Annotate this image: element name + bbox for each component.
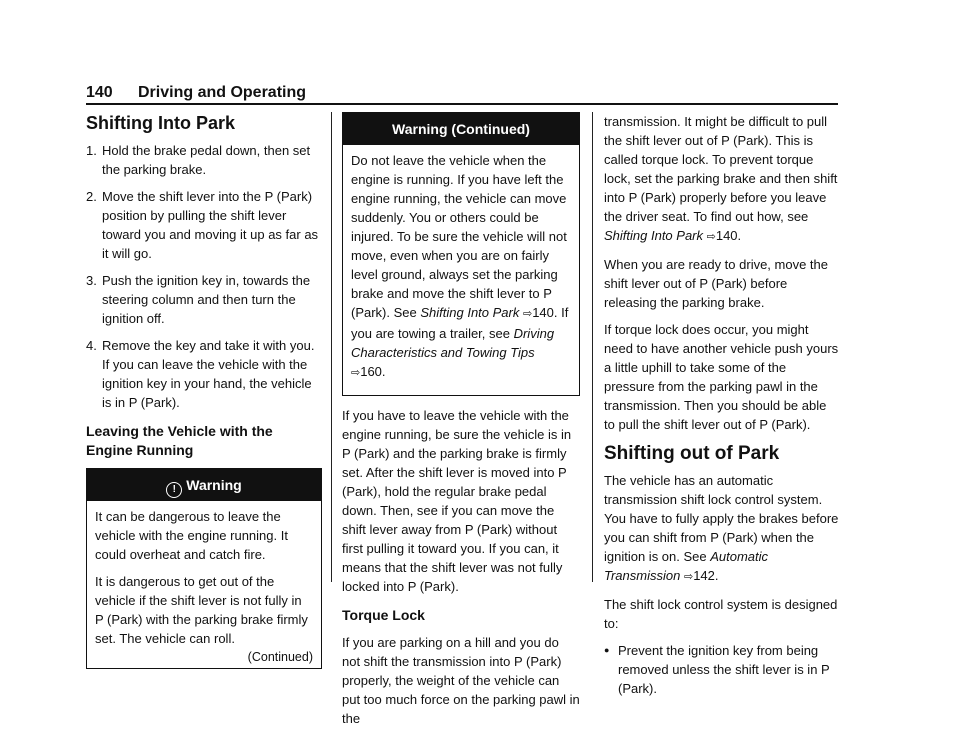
page-number: 140	[86, 84, 113, 101]
paragraph: When you are ready to drive, move the shift lever out of P (Park) before releasing the parking brake.	[604, 257, 829, 310]
warning-box	[86, 468, 322, 669]
xref-link[interactable]: Automatic Transmission	[604, 549, 769, 583]
step-item: 4. Remove the key and take it with you. If you can leave the vehicle with the ignition key in your hand, the vehicle is in P (Park).	[86, 338, 315, 410]
section-heading-shifting-into-park: Shifting Into Park	[86, 113, 236, 133]
section-title: Driving and Operating	[138, 84, 307, 101]
column-divider-1	[331, 112, 332, 582]
column-divider-2	[592, 112, 593, 582]
header-rule	[86, 103, 838, 105]
ref-arrow-icon: ⇨	[351, 367, 361, 379]
paragraph: If you have to leave the vehicle with the engine running, be sure the vehicle is in P (Park) and the parking brake is firmly set. After the shift lever is moved into P (Park), hold the regular brake pedal down. Then, see if you can move the shift lever away from P (Park) without first pulling it toward you. If you can, it means that the shift lever was not fully locked into P (Park).	[342, 408, 572, 594]
page-header	[86, 84, 838, 104]
paragraph: The shift lock control system is designed to:	[604, 597, 838, 631]
xref-link[interactable]: Shifting Into Park	[604, 228, 703, 243]
step-item: 1. Hold the brake pedal down, then set the parking brake.	[86, 143, 311, 177]
warning-body: It can be dangerous to leave the vehicle with the engine running. It could overheat and catch fire. It is dangerous to get out of the vehicle if the shift lever is not fully in P (Park) with the parking brake firmly set. The vehicle can roll. (Continued)	[95, 509, 313, 664]
paragraph: The vehicle has an automatic transmission shift lock control system. You have to fully apply the brakes before you can shift from P (Park) when the ignition is on. See Automatic Transmission ⇨142.	[604, 473, 839, 583]
section-heading-shifting-out-of-park: Shifting out of Park	[604, 443, 780, 464]
continued-label: (Continued)	[247, 650, 313, 664]
left-column	[86, 112, 322, 669]
paragraph: If you are parking on a hill and you do not shift the transmission into P (Park) properly, the weight of the vehicle can put too much force on the parking pawl in the	[342, 635, 580, 726]
ref-arrow-icon: ⇨	[522, 308, 533, 320]
bullet-list	[604, 641, 840, 698]
subheading-leaving-vehicle: Leaving the Vehicle with the Engine Running	[86, 423, 273, 458]
step-item: 2. Move the shift lever into the P (Park) position by pulling the shift lever toward you and moving it up as far as it will go.	[86, 189, 319, 261]
warning-continued-box	[342, 112, 580, 396]
ref-arrow-icon: ⇨	[683, 571, 694, 583]
middle-column	[342, 112, 580, 736]
list-item: ● Prevent the ignition key from being removed unless the shift lever is in P (Park).	[604, 641, 840, 698]
step-item: 3. Push the ignition key in, towards the steering column and then turn the ignition off.	[86, 273, 311, 326]
steps-list	[86, 141, 322, 412]
paragraph: transmission. It might be difficult to pull the shift lever out of P (Park). This is called torque lock. To prevent torque lock, set the parking brake and then shift into P (Park) properly before you leave the driver seat. To find out how, see Shifting Into Park ⇨140.	[604, 114, 838, 243]
subheading-torque-lock: Torque Lock	[342, 607, 425, 623]
right-column	[604, 112, 840, 698]
ref-arrow-icon: ⇨	[706, 231, 716, 243]
warning-header: ! Warning	[87, 469, 321, 501]
warning-continued-body: Do not leave the vehicle when the engine is running. If you have left the engine running, the vehicle can move suddenly. You or others could be injured. To be sure the vehicle will not move, even when you are on fairly level ground, always set the parking brake and move the shift lever to P (Park). See Shifting Into Park ⇨140. If you are towing a trailer, see Driving Characteristics and Towing Tips ⇨160.	[351, 153, 569, 379]
xref-link[interactable]: Shifting Into Park	[420, 305, 520, 320]
warning-continued-header: Warning (Continued)	[343, 113, 579, 145]
warning-icon: !	[166, 482, 182, 498]
xref-link[interactable]: Driving Characteristics and Towing Tips	[351, 326, 555, 360]
paragraph: If torque lock does occur, you might need to have another vehicle push yours a little uphill to take some of the pressure from the parking pawl in the transmission. Then you should be able to pull the shift lever out of P (Park).	[604, 322, 839, 432]
